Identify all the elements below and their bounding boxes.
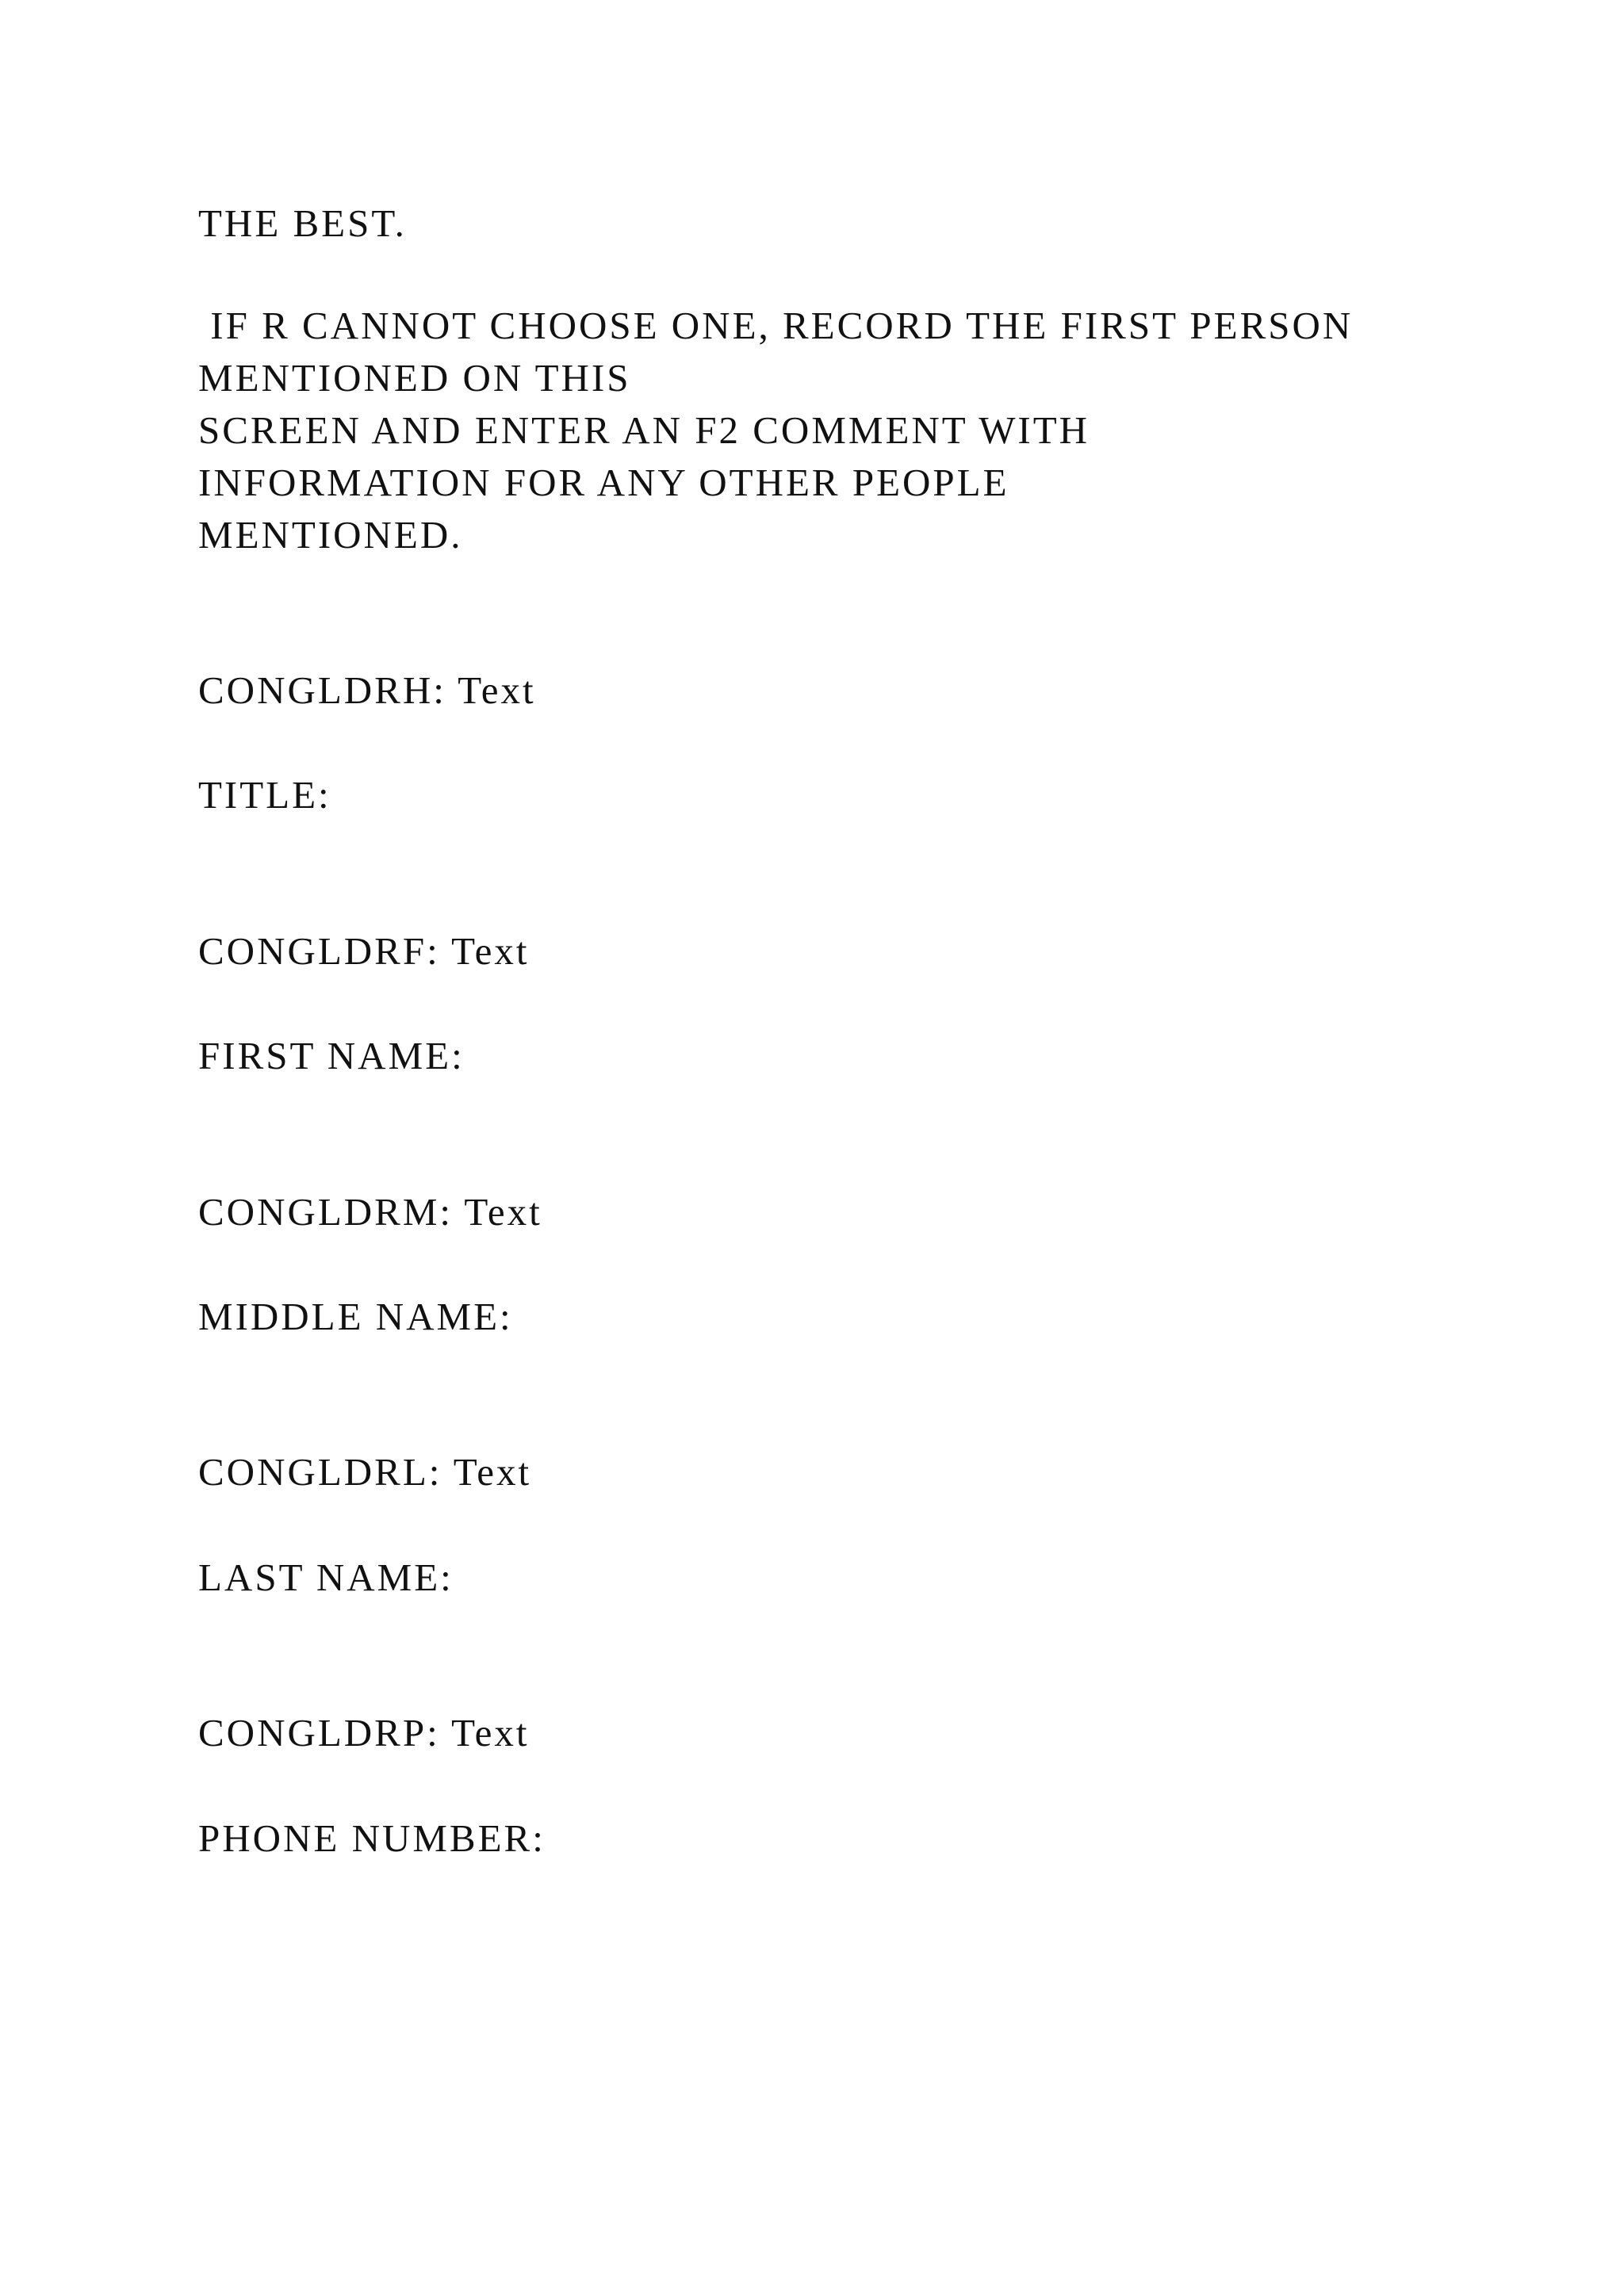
field-code-title: CONGLDRH: Text: [198, 668, 536, 712]
instruction-line: IF R CANNOT CHOOSE ONE, RECORD THE FIRST PERSON: [198, 304, 1354, 347]
instruction-line: INFORMATION FOR ANY OTHER PEOPLE: [198, 461, 1009, 504]
field-label-middle-name: MIDDLE NAME:: [198, 1295, 513, 1338]
intro-text: THE BEST.: [198, 201, 407, 245]
field-code-middle-name: CONGLDRM: Text: [198, 1190, 542, 1234]
field-label-first-name: FIRST NAME:: [198, 1034, 465, 1077]
instruction-line: SCREEN AND ENTER AN F2 COMMENT WITH: [198, 408, 1090, 452]
field-code-phone-number: CONGLDRP: Text: [198, 1711, 530, 1755]
field-code-last-name: CONGLDRL: Text: [198, 1450, 532, 1494]
field-label-last-name: LAST NAME:: [198, 1556, 454, 1599]
instruction-line: MENTIONED ON THIS: [198, 356, 631, 400]
instruction-line: MENTIONED.: [198, 513, 463, 557]
field-code-first-name: CONGLDRF: Text: [198, 929, 530, 973]
field-label-phone-number: PHONE NUMBER:: [198, 1816, 546, 1860]
field-label-title: TITLE:: [198, 773, 331, 817]
